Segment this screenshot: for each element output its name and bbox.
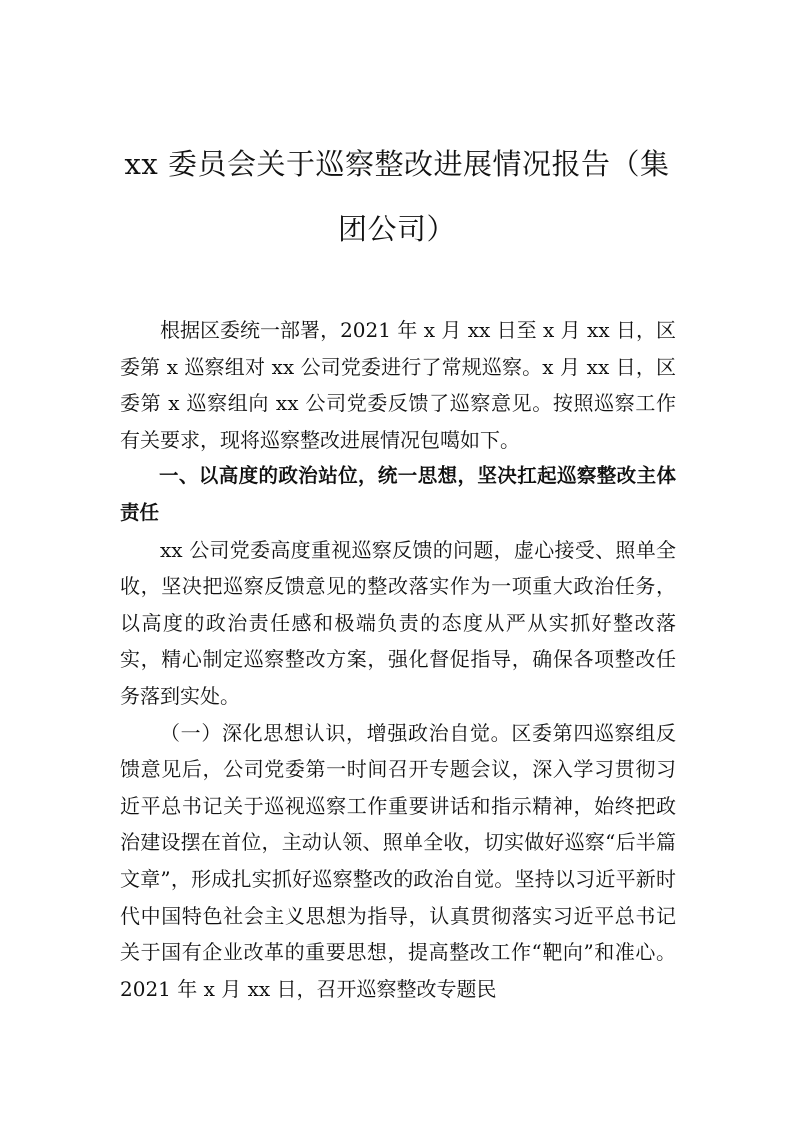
document-body (120, 312, 676, 1007)
paragraph-subsection-1: （一）深化思想认识，增强政治自觉。区委第四巡察组反馈意见后，公司党委第一时间召开专题会议，深入学习贯彻习近平总书记关于巡视巡察工作重要讲话和指示精神，始终把政治建设摆在首位，主动认领、照单全收，切实做好巡察“后半篇文章”，形成扎实抓好巡察整改的政治自觉。坚持以习近平新时代中国特色社会主义思想为指导，认真贯彻落实习近平总书记关于国有企业改革的重要思想，提高整改工作“靶向”和准心。2021 年 x 月 xx 日，召开巡察整改专题民 (120, 720, 676, 1001)
paragraph-section-1: xx 公司党委高度重视巡察反馈的问题，虚心接受、照单全收，坚决把巡察反馈意见的整改落实作为一项重大政治任务，以高度的政治责任感和极端负责的态度从严从实抓好整改落实，精心制定巡察整改方案，强化督促指导，确保各项整改任务落到实处。 (120, 537, 676, 708)
document-title-line-2: 团公司） (337, 212, 456, 246)
document-title-line-1: xx 委员会关于巡察整改进展情况报告（集 (124, 147, 670, 181)
section-heading-1: 一、以高度的政治站位，统一思想，坚决扛起巡察整改主体责任 (120, 464, 676, 524)
paragraph-intro: 根据区委统一部署，2021 年 x 月 xx 日至 x 月 xx 日，区委第 x 巡察组对 xx 公司党委进行了常规巡察。x 月 xx 日，区委第 x 巡察组向 xx 公司党委反馈了巡察意见。按照巡察工作有关要求，现将巡察整改进展情况包噶如下。 (120, 318, 676, 452)
